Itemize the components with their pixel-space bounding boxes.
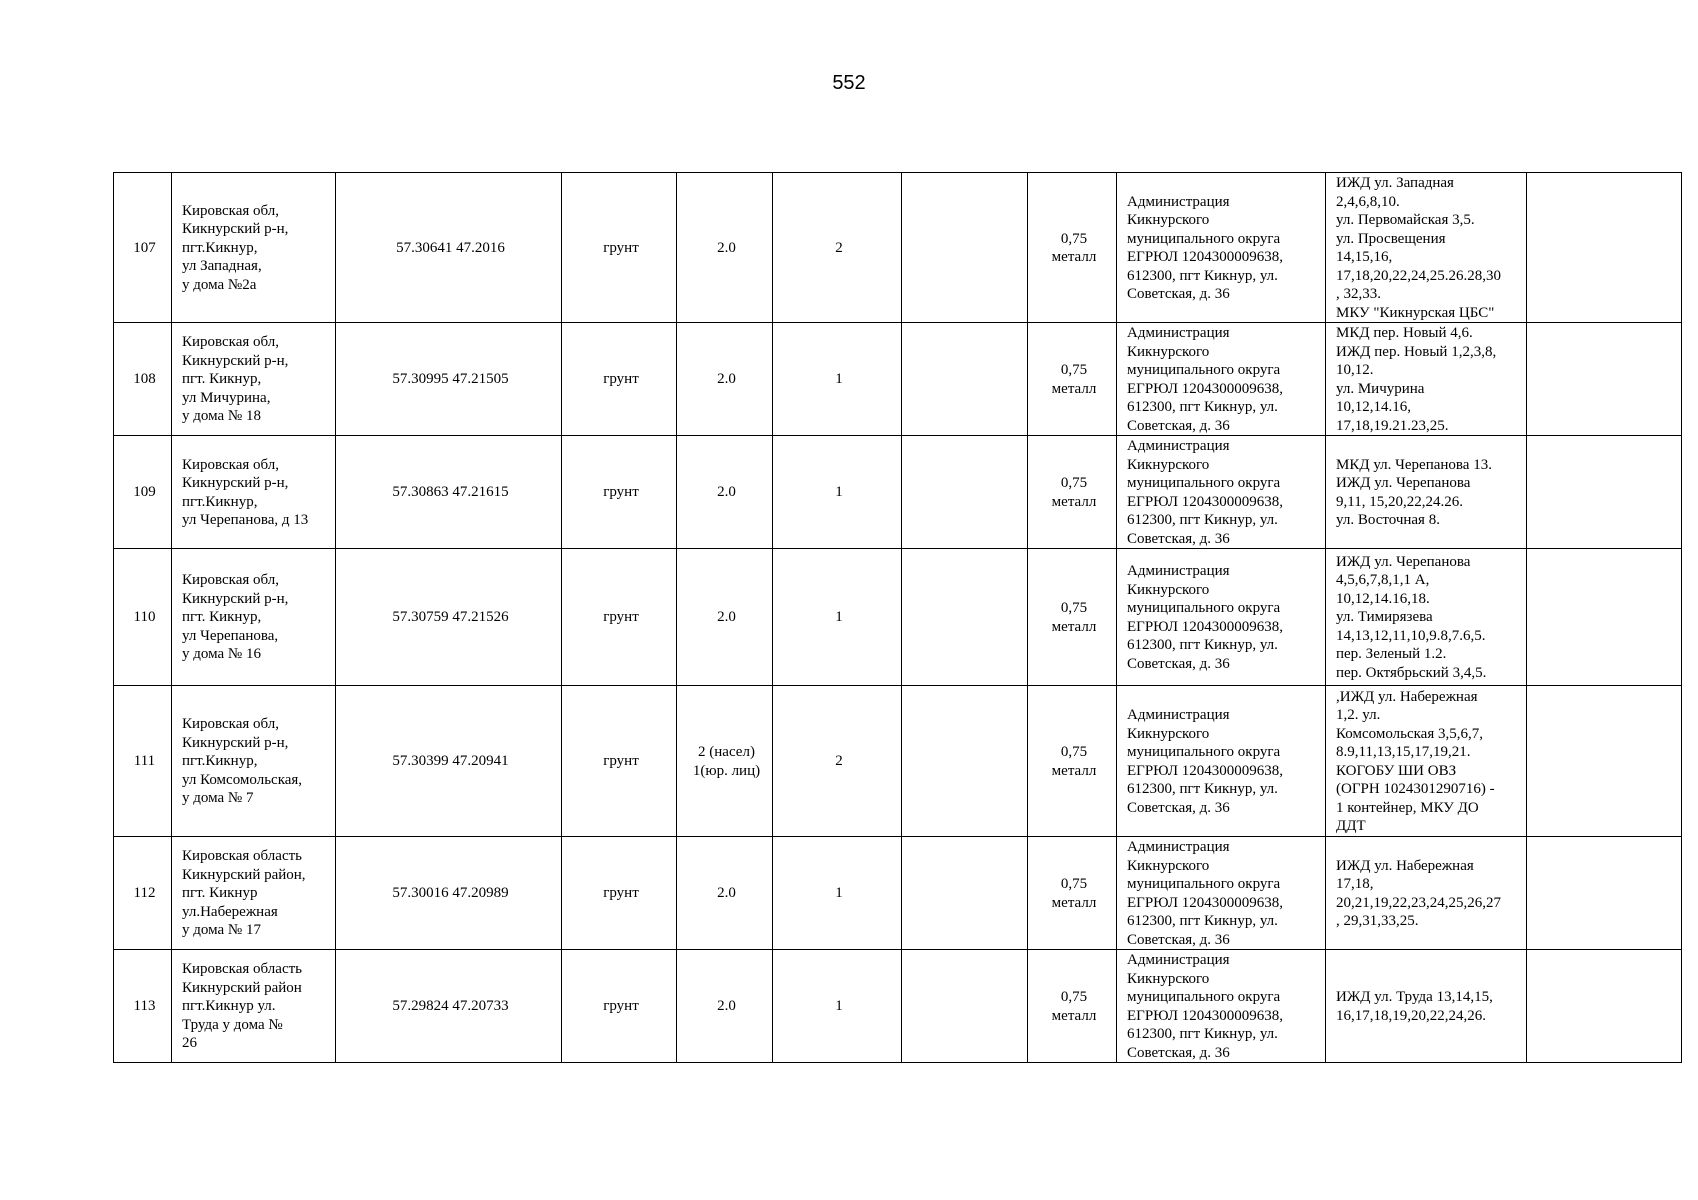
extra-cell: [902, 323, 1028, 436]
site-area: 2.0: [677, 173, 773, 323]
extra-cell: [902, 950, 1028, 1063]
surface-type: грунт: [562, 837, 677, 950]
site-address: Кировская обл, Кикнурский р-н, пгт. Кикнур, ул Черепанова, у дома № 16: [172, 549, 336, 686]
container-count: 1: [773, 549, 902, 686]
site-address: Кировская обл, Кикнурский р-н, пгт.Кикнур, ул Западная, у дома №2а: [172, 173, 336, 323]
container-count: 1: [773, 837, 902, 950]
site-address: Кировская область Кикнурский район пгт.Кикнур ул. Труда у дома № 26: [172, 950, 336, 1063]
row-number: 110: [114, 549, 172, 686]
table-row: [114, 173, 1682, 323]
notes-cell: [1527, 173, 1682, 323]
container-volume: 0,75 металл: [1028, 837, 1117, 950]
surface-type: грунт: [562, 436, 677, 549]
site-area: 2.0: [677, 323, 773, 436]
site-coordinates: 57.29824 47.20733: [336, 950, 562, 1063]
table-row: [114, 950, 1682, 1063]
extra-cell: [902, 173, 1028, 323]
waste-site-registry-table: [113, 172, 1682, 1063]
site-owner: Администрация Кикнурского муниципального округа ЕГРЮЛ 1204300009638, 612300, пгт Кикнур, ул. Советская, д. 36: [1117, 173, 1326, 323]
table-row: [114, 549, 1682, 686]
waste-sources: ,ИЖД ул. Набережная 1,2. ул. Комсомольская 3,5,6,7, 8.9,11,13,15,17,19,21. КОГОБУ ШИ ОВЗ (ОГРН 1024301290716) - 1 контейнер, МКУ ДО ДДТ: [1326, 686, 1527, 837]
container-count: 2: [773, 173, 902, 323]
site-address: Кировская обл, Кикнурский р-н, пгт. Кикнур, ул Мичурина, у дома № 18: [172, 323, 336, 436]
site-area: 2.0: [677, 436, 773, 549]
surface-type: грунт: [562, 549, 677, 686]
waste-sources: ИЖД ул. Труда 13,14,15, 16,17,18,19,20,22,24,26.: [1326, 950, 1527, 1063]
row-number: 109: [114, 436, 172, 549]
page-number: 552: [832, 72, 866, 94]
container-volume: 0,75 металл: [1028, 323, 1117, 436]
surface-type: грунт: [562, 686, 677, 837]
container-volume: 0,75 металл: [1028, 436, 1117, 549]
container-count: 1: [773, 436, 902, 549]
site-coordinates: 57.30863 47.21615: [336, 436, 562, 549]
waste-sources: ИЖД ул. Западная 2,4,6,8,10. ул. Первомайская 3,5. ул. Просвещения 14,15,16, 17,18,20,22,24,25.26.28,30 , 32,33. МКУ "Кикнурская ЦБС": [1326, 173, 1527, 323]
site-area: 2.0: [677, 837, 773, 950]
site-area: 2 (насел) 1(юр. лиц): [677, 686, 773, 837]
notes-cell: [1527, 436, 1682, 549]
extra-cell: [902, 686, 1028, 837]
container-count: 1: [773, 950, 902, 1063]
notes-cell: [1527, 549, 1682, 686]
row-number: 112: [114, 837, 172, 950]
extra-cell: [902, 436, 1028, 549]
notes-cell: [1527, 686, 1682, 837]
site-coordinates: 57.30016 47.20989: [336, 837, 562, 950]
row-number: 107: [114, 173, 172, 323]
notes-cell: [1527, 950, 1682, 1063]
container-volume: 0,75 металл: [1028, 549, 1117, 686]
site-owner: Администрация Кикнурского муниципального округа ЕГРЮЛ 1204300009638, 612300, пгт Кикнур, ул. Советская, д. 36: [1117, 436, 1326, 549]
site-owner: Администрация Кикнурского муниципального округа ЕГРЮЛ 1204300009638, 612300, пгт Кикнур, ул. Советская, д. 36: [1117, 323, 1326, 436]
waste-sources: ИЖД ул. Набережная 17,18, 20,21,19,22,23,24,25,26,27 , 29,31,33,25.: [1326, 837, 1527, 950]
notes-cell: [1527, 837, 1682, 950]
container-volume: 0,75 металл: [1028, 173, 1117, 323]
site-coordinates: 57.30399 47.20941: [336, 686, 562, 837]
notes-cell: [1527, 323, 1682, 436]
row-number: 113: [114, 950, 172, 1063]
site-address: Кировская обл, Кикнурский р-н, пгт.Кикнур, ул Комсомольская, у дома № 7: [172, 686, 336, 837]
site-coordinates: 57.30995 47.21505: [336, 323, 562, 436]
container-volume: 0,75 металл: [1028, 686, 1117, 837]
table-row: [114, 436, 1682, 549]
site-owner: Администрация Кикнурского муниципального округа ЕГРЮЛ 1204300009638, 612300, пгт Кикнур, ул. Советская, д. 36: [1117, 837, 1326, 950]
site-area: 2.0: [677, 950, 773, 1063]
site-owner: Администрация Кикнурского муниципального округа ЕГРЮЛ 1204300009638, 612300, пгт Кикнур, ул. Советская, д. 36: [1117, 686, 1326, 837]
container-volume: 0,75 металл: [1028, 950, 1117, 1063]
waste-sources: МКД пер. Новый 4,6. ИЖД пер. Новый 1,2,3,8, 10,12. ул. Мичурина 10,12,14.16, 17,18,19.21.23,25.: [1326, 323, 1527, 436]
row-number: 108: [114, 323, 172, 436]
waste-sources: ИЖД ул. Черепанова 4,5,6,7,8,1,1 А, 10,12,14.16,18. ул. Тимирязева 14,13,12,11,10,9.8,7.6,5. пер. Зеленый 1.2. пер. Октябрьский 3,4,5.: [1326, 549, 1527, 686]
site-owner: Администрация Кикнурского муниципального округа ЕГРЮЛ 1204300009638, 612300, пгт Кикнур, ул. Советская, д. 36: [1117, 950, 1326, 1063]
extra-cell: [902, 549, 1028, 686]
site-area: 2.0: [677, 549, 773, 686]
waste-sources: МКД ул. Черепанова 13. ИЖД ул. Черепанова 9,11, 15,20,22,24.26. ул. Восточная 8.: [1326, 436, 1527, 549]
table-row: [114, 686, 1682, 837]
surface-type: грунт: [562, 173, 677, 323]
row-number: 111: [114, 686, 172, 837]
site-owner: Администрация Кикнурского муниципального округа ЕГРЮЛ 1204300009638, 612300, пгт Кикнур, ул. Советская, д. 36: [1117, 549, 1326, 686]
table-row: [114, 323, 1682, 436]
container-count: 2: [773, 686, 902, 837]
site-coordinates: 57.30641 47.2016: [336, 173, 562, 323]
table-row: [114, 837, 1682, 950]
site-address: Кировская область Кикнурский район, пгт. Кикнур ул.Набережная у дома № 17: [172, 837, 336, 950]
extra-cell: [902, 837, 1028, 950]
container-count: 1: [773, 323, 902, 436]
surface-type: грунт: [562, 323, 677, 436]
site-address: Кировская обл, Кикнурский р-н, пгт.Кикнур, ул Черепанова, д 13: [172, 436, 336, 549]
site-coordinates: 57.30759 47.21526: [336, 549, 562, 686]
surface-type: грунт: [562, 950, 677, 1063]
